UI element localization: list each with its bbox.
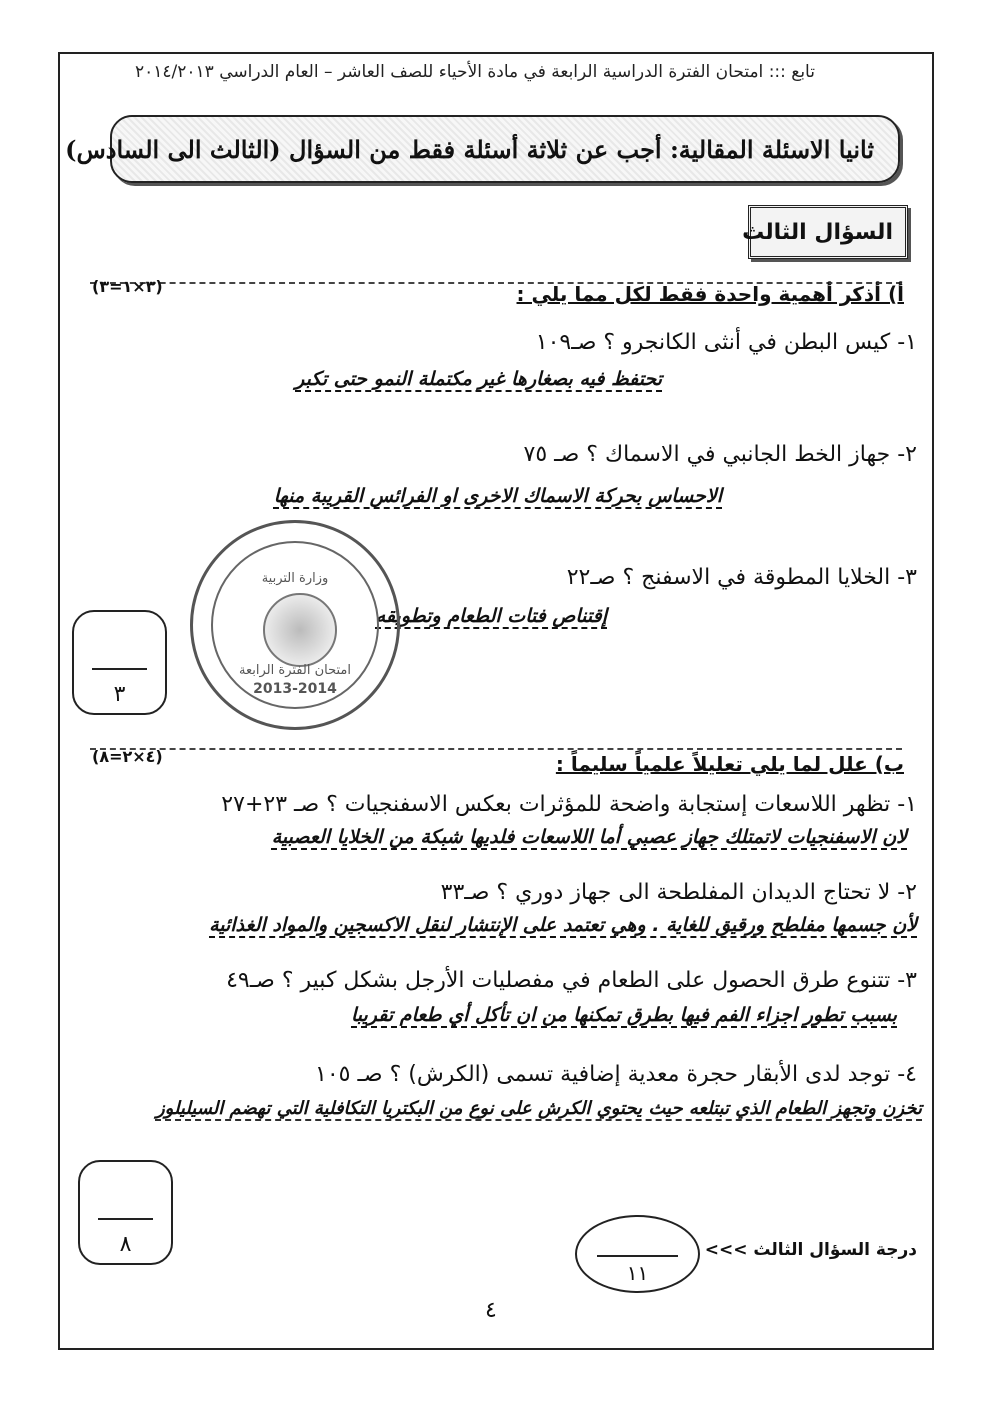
school-stamp [190, 520, 400, 730]
stamp-emblem-icon [263, 593, 337, 667]
total-label: درجة السؤال الثالث >>> [704, 1240, 917, 1260]
part-a-heading: أ) أذكر أهمية واحدة فقط لكل مما يلي : [516, 282, 904, 306]
stamp-top-text: وزارة التربية [261, 571, 329, 586]
stamp-bottom-text: امتحان الفترة الرابعة [239, 663, 351, 678]
total-score: ١١ [626, 1261, 649, 1285]
part-a-question-2: ٢- جهاز الخط الجانبي في الاسماك ؟ صـ ٧٥ [523, 442, 917, 467]
part-b-answer-2: لأن جسمها مفلطح ورقيق للغاية . وهي تعتمد على الإنتشار لنقل الاكسجين والمواد الغذائية [209, 914, 917, 936]
divider [90, 748, 902, 750]
part-b-question-3: ٣- تتنوع طرق الحصول على الطعام في مفصليات الأرجل بشكل كبير ؟ صـ٤٩ [226, 968, 917, 993]
part-b-question-2: ٢- لا تحتاج الديدان المفلطحة الى جهاز دوري ؟ صـ٣٣ [440, 880, 917, 905]
total-score-oval [575, 1215, 700, 1293]
score-line [98, 1218, 153, 1220]
part-b-answer-3: بسبب تطور اجزاء الفم فيها بطرق تمكنها من ان تأكل أي طعام تقريبا [351, 1004, 897, 1026]
part-b-answer-4: تخزن وتجهز الطعام الذي تبتلعه حيث يحتوي الكرش على نوع من البكتريا التكافلية التي تهضم السيليلوز [155, 1098, 922, 1119]
part-b-marks: (٤×٢=٨) [92, 747, 163, 766]
part-a-marks: (٣×١=٣) [92, 277, 163, 296]
part-b-score: ٨ [119, 1232, 132, 1257]
question-title-box [742, 205, 908, 259]
part-b-heading: ب) علل لما يلي تعليلاً علمياً سليماً : [555, 752, 904, 776]
score-line [597, 1255, 678, 1257]
part-a-score-box [72, 610, 167, 715]
part-a-answer-3: إقتناص فتات الطعام وتطويقه [375, 605, 607, 627]
part-b-question-1: ١- تظهر اللاسعات إستجابة واضحة للمؤثرات بعكس الاسفنجيات ؟ صـ ٢٣+٢٧ [221, 792, 917, 817]
exam-header: تابع ::: امتحان الفترة الدراسية الرابعة في مادة الأحياء للصف العاشر – العام الدراسي ٢٠١٤/٢٠١٣ [135, 62, 815, 82]
part-a-answer-1: تحتفظ فيه بصغارها غير مكتملة النمو حتى تكبر [295, 368, 662, 390]
part-b-score-box [78, 1160, 173, 1265]
part-b-answer-1: لان الاسفنجيات لاتمتلك جهاز عصبي أما اللاسعات فلديها شبكة من الخلايا العصبية [271, 826, 907, 848]
part-a-question-3: ٣- الخلايا المطوقة في الاسفنج ؟ صـ٢٢ [566, 565, 917, 590]
part-b-question-4: ٤- توجد لدى الأبقار حجرة معدية إضافية تسمى (الكرش) ؟ صـ ١٠٥ [315, 1062, 917, 1087]
question-title: السؤال الثالث [742, 220, 893, 245]
banner-text: ثانيا الاسئلة المقالية: أجب عن ثلاثة أسئلة فقط من السؤال (الثالث الى السادس) [65, 135, 874, 164]
part-a-question-1: ١- كيس البطن في أنثى الكانجرو ؟ صـ١٠٩ [535, 330, 917, 355]
part-a-answer-2: الاحساس بحركة الاسماك الاخرى او الفرائس القريبة منها [273, 485, 722, 507]
section-banner [65, 115, 900, 183]
stamp-year: 2013-2014 [253, 681, 337, 697]
page-number: ٤ [485, 1298, 497, 1323]
part-a-score: ٣ [113, 682, 126, 707]
score-line [92, 668, 147, 670]
